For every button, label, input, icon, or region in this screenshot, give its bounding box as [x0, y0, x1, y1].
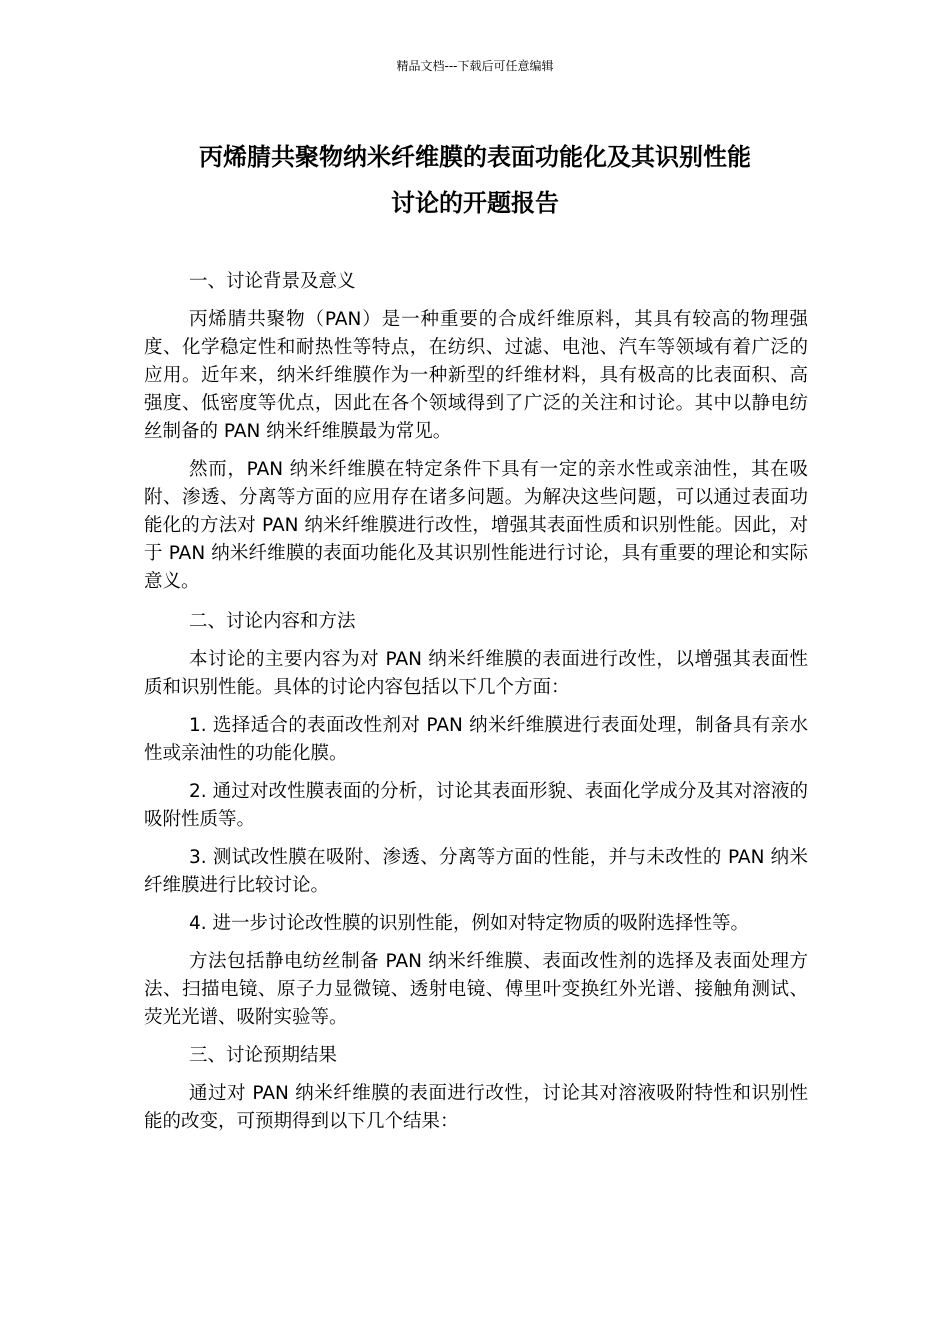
paragraph: 方法包括静电纺丝制备 PAN 纳米纤维膜、表面改性剂的选择及表面处理方法、扫描电镜、原子力显微镜、透射电镜、傅里叶变换红外光谱、接触角测试、荧光光谱、吸附实验等。	[144, 951, 808, 1028]
section-heading: 二、讨论内容和方法	[189, 611, 356, 632]
section-content-methods	[144, 608, 808, 1032]
paragraph: 通过对 PAN 纳米纤维膜的表面进行改性，讨论其对溶液吸附特性和识别性能的改变，可预期得到以下几个结果：	[144, 1083, 808, 1132]
paragraph: 丙烯腈共聚物（PAN）是一种重要的合成纤维原料，其具有较高的物理强度、化学稳定性和耐热性等特点，在纺织、过滤、电池、汽车等领域有着广泛的应用。近年来，纳米纤维膜作为一种新型的纤维材料，具有极高的比表面积、高强度、低密度等优点，因此在各个领域得到了广泛的关注和讨论。其中以静电纺丝制备的 PAN 纳米纤维膜最为常见。	[144, 309, 808, 442]
paragraph: 本讨论的主要内容为对 PAN 纳米纤维膜的表面进行改性，以增强其表面性质和识别性能。具体的讨论内容包括以下几个方面：	[144, 649, 808, 698]
list-item: 1. 选择适合的表面改性剂对 PAN 纳米纤维膜进行表面处理，制备具有亲水性或亲油性的功能化膜。	[144, 715, 808, 764]
list-item: 4. 进一步讨论改性膜的识别性能，例如对特定物质的吸附选择性等。	[189, 913, 750, 934]
section-expected-results	[144, 1042, 808, 1136]
document-title	[130, 134, 820, 226]
document-body	[144, 268, 808, 1146]
list-item: 2. 通过对改性膜表面的分析，讨论其表面形貌、表面化学成分及其对溶液的吸附性质等。	[144, 781, 808, 830]
title-line-1: 丙烯腈共聚物纳米纤维膜的表面功能化及其识别性能	[199, 143, 751, 171]
header-note: 精品文档---下载后可任意编辑	[396, 59, 554, 73]
list-item: 3. 测试改性膜在吸附、渗透、分离等方面的性能，并与未改性的 PAN 纳米纤维膜进行比较讨论。	[144, 847, 808, 896]
title-line-2: 讨论的开题报告	[391, 189, 559, 217]
section-background	[144, 268, 808, 596]
section-heading: 三、讨论预期结果	[189, 1045, 338, 1066]
section-heading: 一、讨论背景及意义	[189, 271, 356, 292]
paragraph: 然而，PAN 纳米纤维膜在特定条件下具有一定的亲水性或亲油性，其在吸附、渗透、分离等方面的应用存在诸多问题。为解决这些问题，可以通过表面功能化的方法对 PAN 纳米纤维膜进行改性，增强其表面性质和识别性能。因此，对于 PAN 纳米纤维膜的表面功能化及其识别性能进行讨论，具有重要的理论和实际意义。	[144, 459, 808, 592]
